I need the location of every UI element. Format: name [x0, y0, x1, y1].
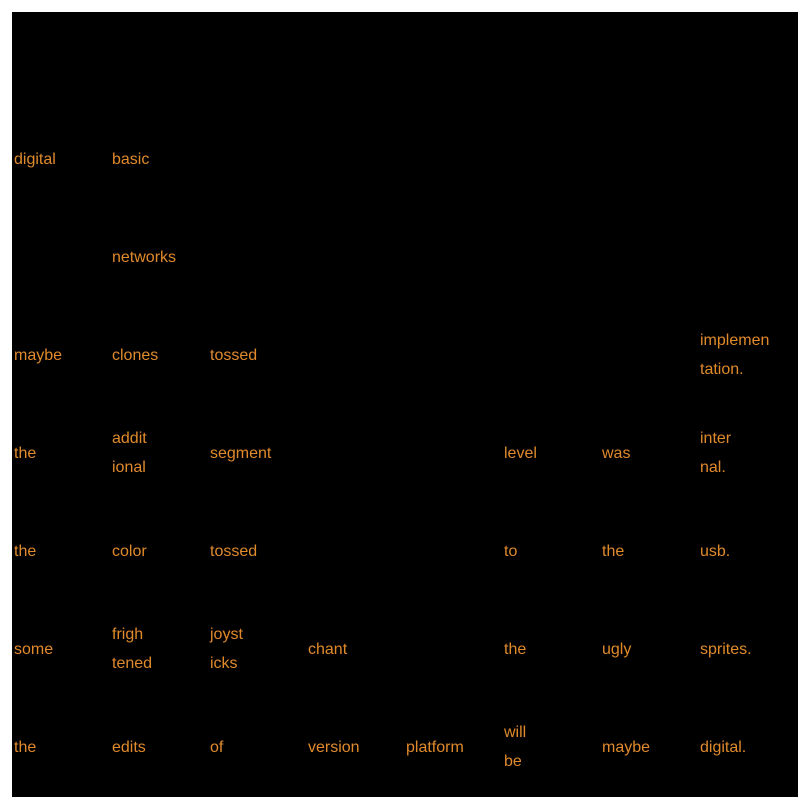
cell-word: digital: [14, 150, 56, 168]
cell-word: basic: [112, 150, 150, 168]
grid-cell-r3-c3: [306, 306, 404, 404]
grid-cell-r0-c6: [600, 12, 698, 110]
grid-cell-r3-c7: [698, 306, 796, 404]
grid-cell-r0-c5: [502, 12, 600, 110]
grid-cell-r0-c4: [404, 12, 502, 110]
grid-cell-r2-c6: [600, 208, 698, 306]
cell-word: networks: [112, 248, 177, 266]
grid-cell-r7-c2: [208, 698, 306, 796]
grid-cell-r0-c0: [12, 12, 110, 110]
grid-cell-r5-c3: [306, 502, 404, 600]
grid-cell-r7-c0: [12, 698, 110, 796]
grid-cell-r6-c6: [600, 600, 698, 698]
grid-cell-r2-c3: [306, 208, 404, 306]
grid-cell-r3-c2: [208, 306, 306, 404]
cell-word: inter nal.: [700, 430, 732, 476]
grid-cell-r4-c1: [110, 404, 208, 502]
cell-word: was: [602, 444, 631, 462]
grid-cell-r0-c3: [306, 12, 404, 110]
cell-word: addit ional: [112, 430, 147, 476]
cell-word: maybe: [602, 738, 651, 756]
grid-cell-r3-c1: [110, 306, 208, 404]
grid-cell-r3-c0: [12, 306, 110, 404]
grid-cell-r2-c0: [12, 208, 110, 306]
cell-word: of: [210, 738, 224, 756]
grid-cell-r5-c6: [600, 502, 698, 600]
cell-word: tossed: [210, 346, 258, 364]
cell-word: color: [112, 542, 147, 560]
cell-word: frigh tened: [112, 626, 153, 672]
cell-word: implemen tation.: [700, 332, 770, 378]
grid-cell-r5-c1: [110, 502, 208, 600]
grid-cell-r2-c7: [698, 208, 796, 306]
grid-cell-r5-c7: [698, 502, 796, 600]
cell-word: chant: [308, 640, 348, 658]
grid-cell-r1-c6: [600, 110, 698, 208]
grid-cell-r7-c3: [306, 698, 404, 796]
grid-cell-r7-c5: [502, 698, 600, 796]
grid-cell-r3-c4: [404, 306, 502, 404]
grid-cell-r5-c4: [404, 502, 502, 600]
grid-cell-r4-c5: [502, 404, 600, 502]
grid-cell-r4-c2: [208, 404, 306, 502]
grid-cell-r6-c4: [404, 600, 502, 698]
grid-cell-r4-c7: [698, 404, 796, 502]
grid-cell-r4-c4: [404, 404, 502, 502]
cell-word: will be: [504, 724, 527, 770]
grid-cell-r6-c7: [698, 600, 796, 698]
grid-cell-r7-c4: [404, 698, 502, 796]
grid-cell-r1-c7: [698, 110, 796, 208]
cell-word: ugly: [602, 640, 632, 658]
grid-cell-r2-c5: [502, 208, 600, 306]
cell-word: the: [602, 542, 625, 560]
grid-cell-r6-c2: [208, 600, 306, 698]
cell-word: the: [14, 444, 37, 462]
cell-word: joyst icks: [210, 626, 243, 672]
grid-cell-r3-c6: [600, 306, 698, 404]
grid-cell-r1-c1: [110, 110, 208, 208]
grid-cell-r1-c4: [404, 110, 502, 208]
grid-cell-r4-c0: [12, 404, 110, 502]
cell-word: clones: [112, 346, 159, 364]
cell-word: digital.: [700, 738, 747, 756]
grid-cell-r1-c5: [502, 110, 600, 208]
grid-cell-r0-c7: [698, 12, 796, 110]
grid-cell-r1-c0: [12, 110, 110, 208]
cell-word: level: [504, 444, 537, 462]
cell-word: segment: [210, 444, 272, 462]
grid-cell-r7-c1: [110, 698, 208, 796]
grid-cell-r6-c5: [502, 600, 600, 698]
grid-cell-r7-c7: [698, 698, 796, 796]
grid-cell-r2-c2: [208, 208, 306, 306]
grid-cell-r5-c2: [208, 502, 306, 600]
cell-word: maybe: [14, 346, 63, 364]
grid-cell-r1-c2: [208, 110, 306, 208]
cell-word: the: [14, 542, 37, 560]
word-grid: [12, 12, 798, 797]
grid-cell-r0-c1: [110, 12, 208, 110]
grid-cell-r5-c5: [502, 502, 600, 600]
grid-cell-r6-c0: [12, 600, 110, 698]
cell-word: sprites.: [700, 640, 752, 658]
cell-word: tossed: [210, 542, 258, 560]
grid-cell-r4-c6: [600, 404, 698, 502]
cell-word: usb.: [700, 542, 731, 560]
cell-word: to: [504, 542, 518, 560]
cell-word: the: [504, 640, 527, 658]
cell-word: the: [14, 738, 37, 756]
cell-word: version: [308, 738, 360, 756]
grid-cell-r2-c1: [110, 208, 208, 306]
grid-cell-r7-c6: [600, 698, 698, 796]
grid-cell-r1-c3: [306, 110, 404, 208]
grid-cell-r3-c5: [502, 306, 600, 404]
cell-word: some: [14, 640, 54, 658]
grid-cell-r4-c3: [306, 404, 404, 502]
grid-cell-r0-c2: [208, 12, 306, 110]
cell-word: edits: [112, 738, 146, 756]
grid-cell-r6-c1: [110, 600, 208, 698]
grid-cell-r2-c4: [404, 208, 502, 306]
grid-cell-r5-c0: [12, 502, 110, 600]
cell-word: platform: [406, 738, 464, 756]
grid-cell-r6-c3: [306, 600, 404, 698]
